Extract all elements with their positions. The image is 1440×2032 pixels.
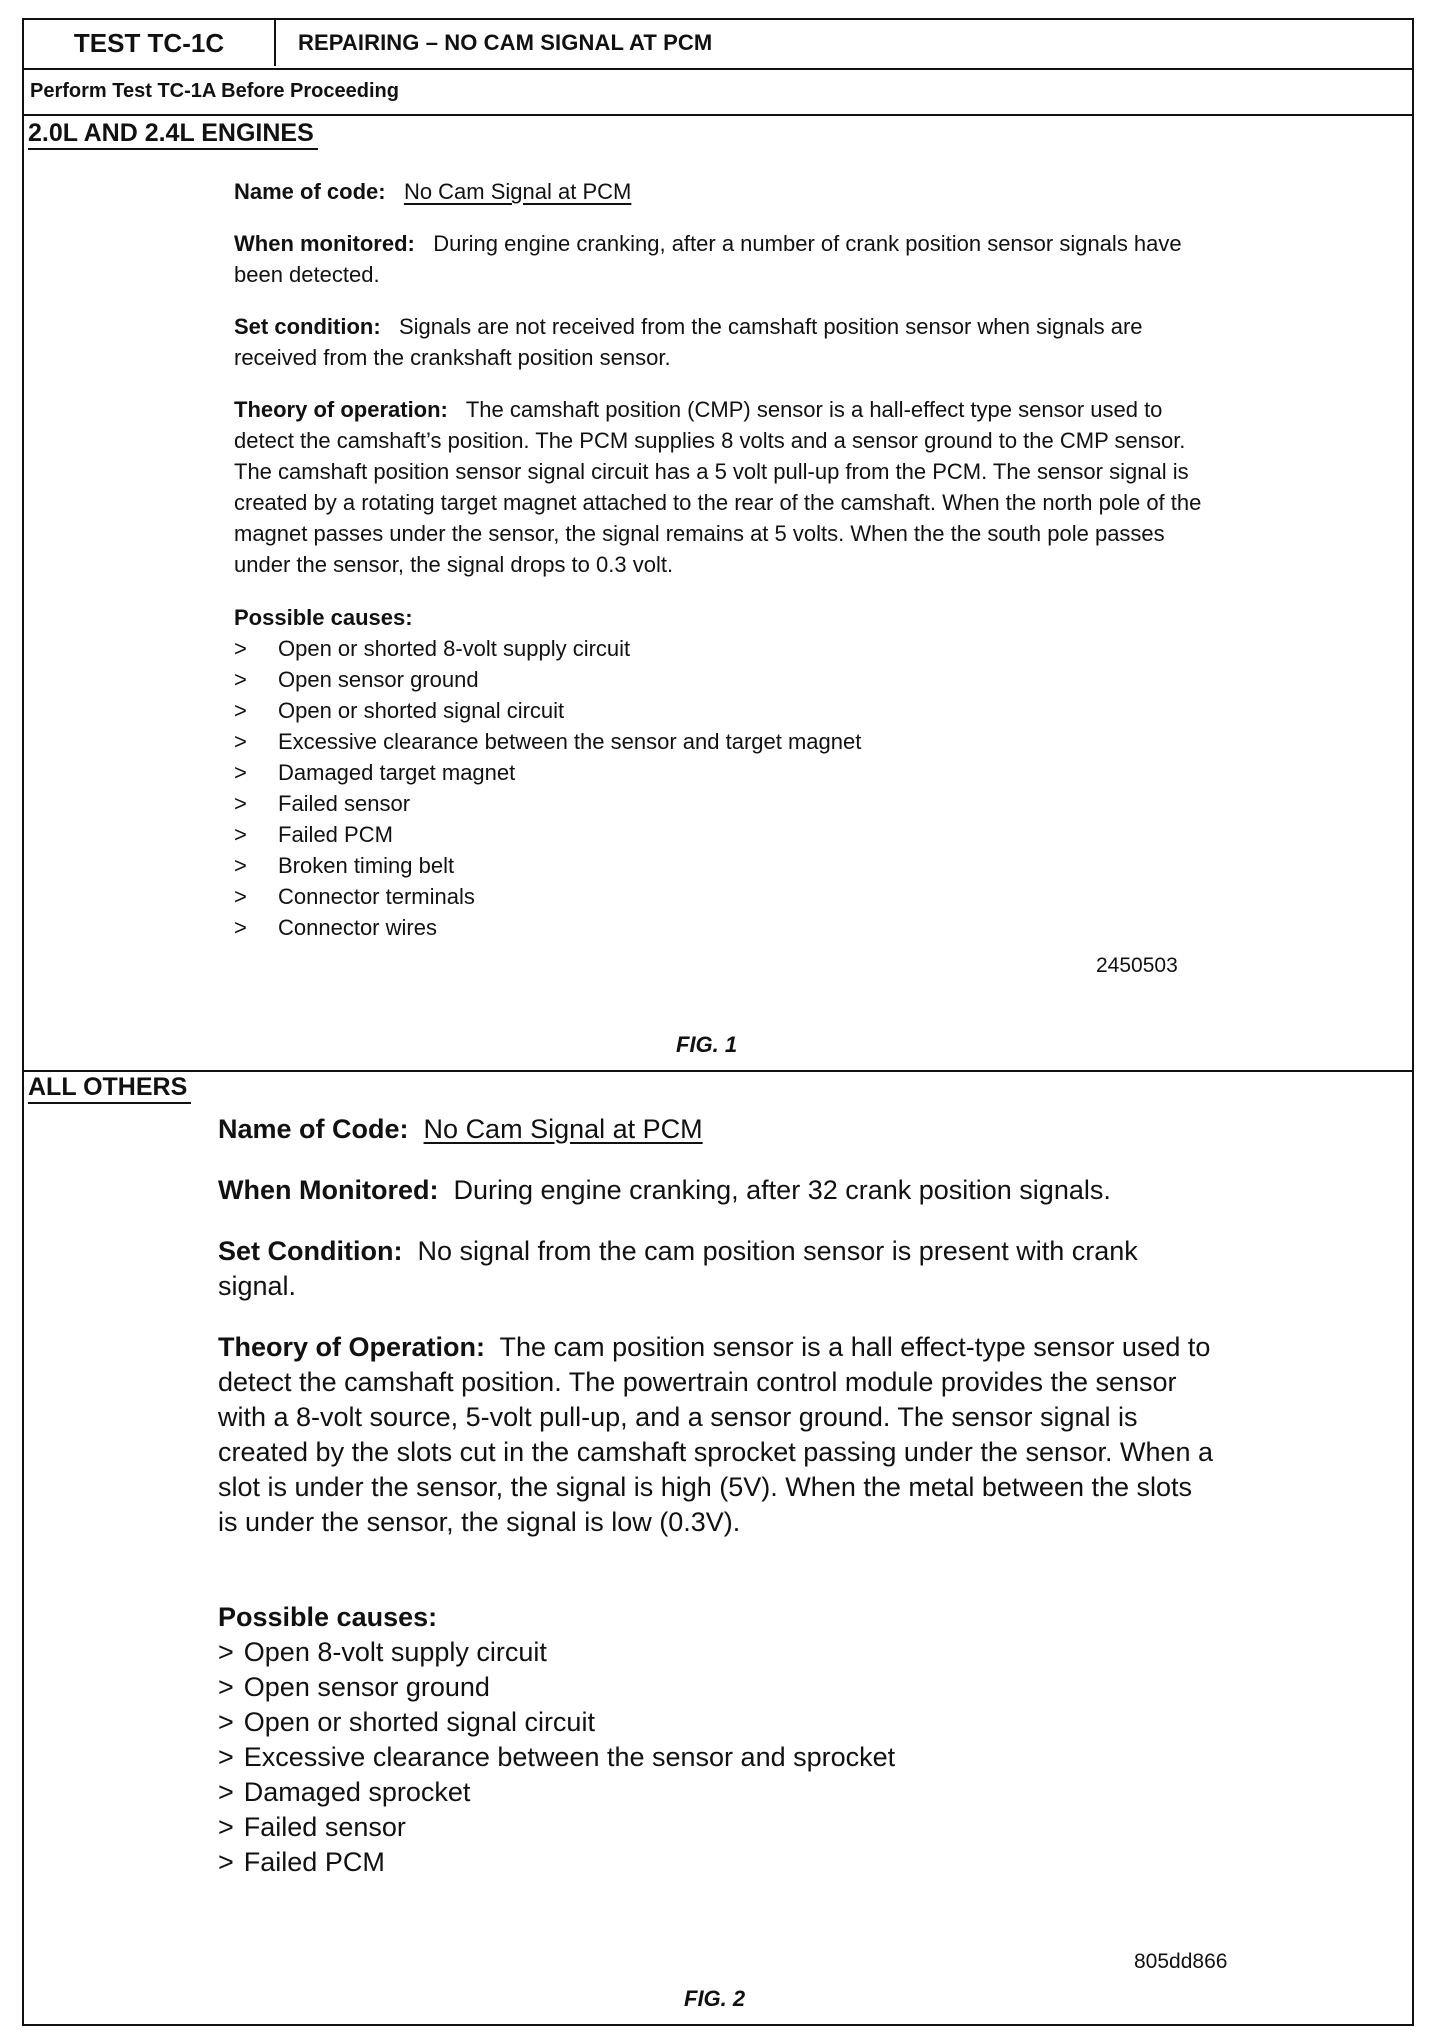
bullet-marker: > [234, 791, 247, 816]
possible-cause-text: Open 8-volt supply circuit [243, 1637, 547, 1667]
possible-cause-text: Excessive clearance between the sensor and sprocket [243, 1742, 896, 1772]
possible-cause-text: Failed sensor [278, 791, 411, 816]
prerequisite-text: Perform Test TC-1A Before Proceeding [30, 80, 399, 102]
possible-cause-item [218, 1670, 1258, 1705]
when-monitored-2 [218, 1173, 1258, 1208]
bullet-marker: > [234, 915, 247, 940]
set-condition-2 [218, 1234, 1208, 1304]
bullet-marker: > [234, 636, 247, 661]
possible-cause-text: Damaged target magnet [278, 760, 516, 785]
possible-cause-text: Failed PCM [278, 822, 393, 847]
set-condition-text-2: No signal from the cam position sensor is present with crank signal. [218, 1236, 1138, 1301]
section2-body [218, 1112, 1258, 1880]
possible-cause-text: Connector wires [278, 915, 437, 940]
theory-of-operation [234, 394, 1209, 580]
bullet-marker: > [234, 667, 247, 692]
possible-cause-item [234, 664, 1234, 695]
possible-cause-text: Open or shorted 8-volt supply circuit [278, 636, 631, 661]
bullet-marker: > [234, 760, 247, 785]
name-of-code-label: Name of code: [234, 179, 386, 204]
possible-causes-label-2: Possible causes: [218, 1602, 438, 1632]
possible-cause-item [234, 757, 1234, 788]
possible-cause-item [218, 1810, 1258, 1845]
when-monitored-text: During engine cranking, after a number of crank position sensor signals have been detected. [234, 231, 1182, 287]
possible-causes-list [234, 633, 1234, 943]
possible-cause-item [234, 788, 1234, 819]
possible-cause-item [218, 1635, 1258, 1670]
theory-text: The camshaft position (CMP) sensor is a hall-effect type sensor used to detect the camshaft’s position. The PCM supplies 8 volts and a sensor ground to the CMP sensor. The camshaft position sensor signal circuit has a 5 volt pull-up from the PCM. The sensor signal is created by a rotating target magnet attached to the rear of the camshaft. When the north pole of the magnet passes under the sensor, the signal remains at 5 volts. When the the south pole passes under the sensor, the signal drops to 0.3 volt. [234, 397, 1202, 577]
header-row [24, 20, 1412, 70]
bullet-marker: > [218, 1707, 234, 1737]
name-of-code-value: No Cam Signal at PCM [403, 179, 632, 204]
bullet-marker: > [218, 1637, 234, 1667]
prerequisite-row [24, 68, 1412, 116]
set-condition-label: Set condition: [234, 314, 381, 339]
bullet-marker: > [234, 729, 247, 754]
section-heading-2l-2-4l: 2.0L AND 2.4L ENGINES [28, 118, 318, 150]
document-frame [22, 18, 1414, 2026]
possible-cause-text: Open sensor ground [243, 1672, 490, 1702]
possible-cause-item [234, 726, 1234, 757]
reference-code-1: 2450503 [1096, 954, 1178, 977]
bullet-marker: > [218, 1742, 234, 1772]
section-divider [24, 1070, 1412, 1072]
when-monitored-label-2: When Monitored: [218, 1175, 439, 1205]
theory-label-2: Theory of Operation: [218, 1332, 486, 1362]
set-condition [234, 311, 1209, 373]
possible-cause-item [218, 1740, 1258, 1775]
set-condition-text: Signals are not received from the camshaft position sensor when signals are received from the crankshaft position sensor. [234, 314, 1143, 370]
possible-cause-item [218, 1705, 1258, 1740]
bullet-marker: > [234, 698, 247, 723]
bullet-marker: > [234, 884, 247, 909]
theory-of-operation-2 [218, 1330, 1218, 1540]
bullet-marker: > [218, 1812, 234, 1842]
possible-causes-label: Possible causes: [234, 605, 413, 630]
possible-cause-text: Open sensor ground [278, 667, 479, 692]
when-monitored [234, 228, 1209, 290]
bullet-marker: > [218, 1777, 234, 1807]
possible-cause-text: Damaged sprocket [243, 1777, 471, 1807]
possible-cause-item [234, 819, 1234, 850]
possible-cause-text: Broken timing belt [278, 853, 455, 878]
figure-label-2: FIG. 2 [684, 1986, 746, 2011]
possible-cause-text: Failed sensor [243, 1812, 406, 1842]
possible-cause-item [234, 633, 1234, 664]
bullet-marker: > [234, 822, 247, 847]
possible-causes-list-2 [218, 1635, 1258, 1880]
possible-cause-text: Connector terminals [278, 884, 475, 909]
name-of-code-label-2: Name of Code: [218, 1114, 409, 1144]
bullet-marker: > [234, 853, 247, 878]
test-id: TEST TC-1C [24, 20, 276, 66]
when-monitored-label: When monitored: [234, 231, 415, 256]
name-of-code-value-2: No Cam Signal at PCM [423, 1114, 703, 1144]
when-monitored-text-2: During engine cranking, after 32 crank position signals. [453, 1175, 1111, 1205]
set-condition-label-2: Set Condition: [218, 1236, 403, 1266]
test-title: REPAIRING – NO CAM SIGNAL AT PCM [298, 30, 713, 55]
bullet-marker: > [218, 1847, 234, 1877]
possible-cause-text: Open or shorted signal circuit [243, 1707, 595, 1737]
possible-cause-item [234, 850, 1234, 881]
possible-cause-item [234, 695, 1234, 726]
possible-cause-item [218, 1845, 1258, 1880]
possible-cause-item [234, 881, 1234, 912]
section1-body [234, 176, 1234, 943]
possible-cause-text: Excessive clearance between the sensor and target magnet [278, 729, 862, 754]
possible-cause-text: Open or shorted signal circuit [278, 698, 565, 723]
possible-cause-text: Failed PCM [243, 1847, 385, 1877]
possible-cause-item [218, 1775, 1258, 1810]
reference-code-2: 805dd866 [1134, 1950, 1228, 1973]
possible-cause-item [234, 912, 1234, 943]
name-of-code [234, 176, 1234, 207]
section-heading-all-others: ALL OTHERS [28, 1072, 191, 1104]
theory-label: Theory of operation: [234, 397, 448, 422]
figure-label-1: FIG. 1 [676, 1032, 738, 1057]
theory-text-2: The cam position sensor is a hall effect-type sensor used to detect the camshaft position. The powertrain control module provides the sensor with a 8-volt source, 5-volt pull-up, and a sensor ground. The sensor signal is created by the slots cut in the camshaft sprocket passing under the sensor. When a slot is under the sensor, the signal is high (5V). When the metal between the slots is under the sensor, the signal is low (0.3V). [218, 1332, 1214, 1537]
name-of-code-2 [218, 1112, 1258, 1147]
bullet-marker: > [218, 1672, 234, 1702]
